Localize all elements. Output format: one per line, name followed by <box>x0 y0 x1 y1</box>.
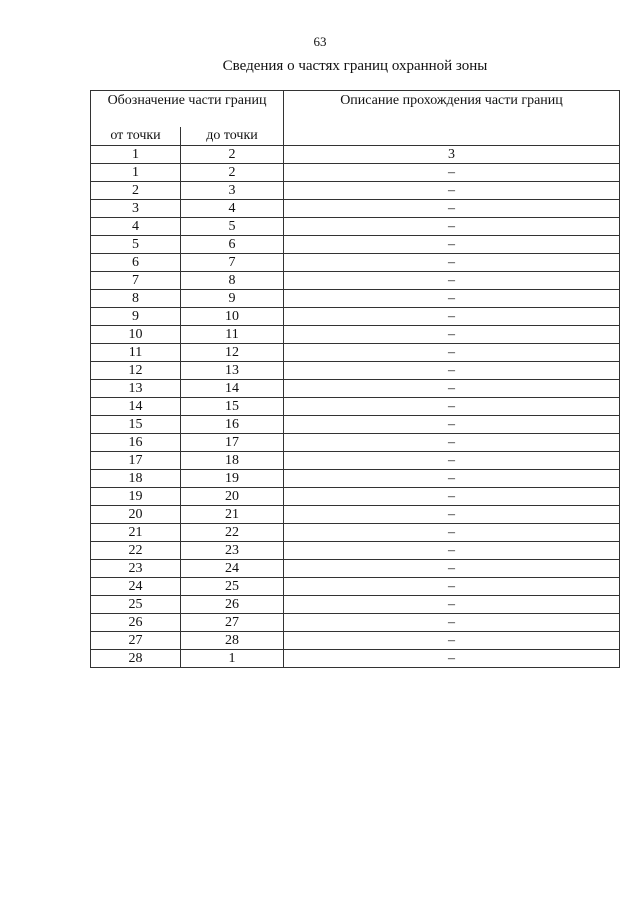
cell-description: – <box>284 578 620 596</box>
table-row <box>91 560 620 578</box>
cell-to-point: 23 <box>181 542 284 560</box>
cell-from-point: 1 <box>91 164 181 182</box>
cell-description: – <box>284 326 620 344</box>
cell-description: – <box>284 290 620 308</box>
cell-to-point: 27 <box>181 614 284 632</box>
cell-to-point: 6 <box>181 236 284 254</box>
cell-description: – <box>284 524 620 542</box>
cell-to-point: 16 <box>181 416 284 434</box>
table-body <box>91 91 620 668</box>
cell-to-point: 15 <box>181 398 284 416</box>
cell-from-point: 17 <box>91 452 181 470</box>
table-row <box>91 470 620 488</box>
cell-to-point: 7 <box>181 254 284 272</box>
cell-from-point: 14 <box>91 398 181 416</box>
cell-to-point: 9 <box>181 290 284 308</box>
table-row <box>91 614 620 632</box>
table-row <box>91 200 620 218</box>
table-row <box>91 578 620 596</box>
cell-from-point: 27 <box>91 632 181 650</box>
table-row <box>91 236 620 254</box>
table-row <box>91 362 620 380</box>
cell-from-point: 28 <box>91 650 181 668</box>
cell-to-point: 10 <box>181 308 284 326</box>
cell-description: – <box>284 416 620 434</box>
cell-description: – <box>284 650 620 668</box>
table-row <box>91 398 620 416</box>
cell-to-point: 4 <box>181 200 284 218</box>
cell-to-point: 20 <box>181 488 284 506</box>
cell-description: – <box>284 470 620 488</box>
cell-to-point: 1 <box>181 650 284 668</box>
cell-from-point: 19 <box>91 488 181 506</box>
cell-to-point: 3 <box>181 182 284 200</box>
cell-from-point: 8 <box>91 290 181 308</box>
cell-from-point: 5 <box>91 236 181 254</box>
header-from-point: от точки <box>91 127 181 146</box>
cell-from-point: 7 <box>91 272 181 290</box>
cell-description: – <box>284 218 620 236</box>
cell-to-point: 14 <box>181 380 284 398</box>
cell-from-point: 4 <box>91 218 181 236</box>
cell-description: – <box>284 308 620 326</box>
cell-to-point: 11 <box>181 326 284 344</box>
cell-from-point: 10 <box>91 326 181 344</box>
cell-from-point: 16 <box>91 434 181 452</box>
cell-to-point: 26 <box>181 596 284 614</box>
cell-from-point: 11 <box>91 344 181 362</box>
cell-to-point: 8 <box>181 272 284 290</box>
table-row <box>91 506 620 524</box>
cell-to-point: 17 <box>181 434 284 452</box>
cell-from-point: 21 <box>91 524 181 542</box>
table-row <box>91 308 620 326</box>
table-row <box>91 164 620 182</box>
cell-from-point: 13 <box>91 380 181 398</box>
cell-to-point: 5 <box>181 218 284 236</box>
table-row <box>91 632 620 650</box>
cell-description: – <box>284 506 620 524</box>
cell-from-point: 3 <box>91 200 181 218</box>
document-title: Сведения о частях границ охранной зоны <box>222 58 488 74</box>
table-row <box>91 344 620 362</box>
cell-description: – <box>284 614 620 632</box>
table-row <box>91 650 620 668</box>
cell-description: – <box>284 434 620 452</box>
cell-description: – <box>284 164 620 182</box>
cell-to-point: 28 <box>181 632 284 650</box>
table-row <box>91 434 620 452</box>
cell-description: – <box>284 236 620 254</box>
cell-to-point: 19 <box>181 470 284 488</box>
table-row <box>91 452 620 470</box>
cell-from-point: 24 <box>91 578 181 596</box>
header-to-point: до точки <box>181 127 284 146</box>
cell-description: – <box>284 380 620 398</box>
table-row <box>91 380 620 398</box>
cell-to-point: 21 <box>181 506 284 524</box>
column-number: 2 <box>181 146 284 164</box>
cell-description: – <box>284 560 620 578</box>
cell-from-point: 15 <box>91 416 181 434</box>
column-number-row <box>91 146 620 164</box>
header-boundary-part-designation: Обозначение части границ <box>91 91 284 128</box>
cell-description: – <box>284 596 620 614</box>
cell-to-point: 25 <box>181 578 284 596</box>
cell-from-point: 25 <box>91 596 181 614</box>
cell-to-point: 22 <box>181 524 284 542</box>
cell-description: – <box>284 254 620 272</box>
table-row <box>91 272 620 290</box>
cell-description: – <box>284 632 620 650</box>
page-number: 63 <box>313 34 327 49</box>
cell-to-point: 24 <box>181 560 284 578</box>
table-row <box>91 254 620 272</box>
cell-description: – <box>284 272 620 290</box>
cell-description: – <box>284 200 620 218</box>
cell-to-point: 13 <box>181 362 284 380</box>
cell-to-point: 18 <box>181 452 284 470</box>
column-number: 3 <box>284 146 620 164</box>
cell-from-point: 18 <box>91 470 181 488</box>
cell-description: – <box>284 398 620 416</box>
column-number: 1 <box>91 146 181 164</box>
cell-from-point: 23 <box>91 560 181 578</box>
cell-from-point: 9 <box>91 308 181 326</box>
table-row <box>91 542 620 560</box>
table-row <box>91 290 620 308</box>
table-header-row <box>91 91 620 128</box>
table-row <box>91 218 620 236</box>
table-row <box>91 596 620 614</box>
cell-description: – <box>284 452 620 470</box>
cell-description: – <box>284 182 620 200</box>
cell-from-point: 26 <box>91 614 181 632</box>
cell-description: – <box>284 344 620 362</box>
cell-description: – <box>284 542 620 560</box>
table-row <box>91 182 620 200</box>
table-row <box>91 488 620 506</box>
cell-description: – <box>284 362 620 380</box>
cell-from-point: 22 <box>91 542 181 560</box>
cell-to-point: 2 <box>181 164 284 182</box>
table-row <box>91 416 620 434</box>
cell-from-point: 20 <box>91 506 181 524</box>
table-row <box>91 326 620 344</box>
table-row <box>91 524 620 542</box>
cell-description: – <box>284 488 620 506</box>
cell-from-point: 2 <box>91 182 181 200</box>
cell-from-point: 12 <box>91 362 181 380</box>
header-boundary-description: Описание прохождения части границ <box>284 91 620 146</box>
boundary-parts-table <box>90 90 620 668</box>
cell-to-point: 12 <box>181 344 284 362</box>
cell-from-point: 6 <box>91 254 181 272</box>
